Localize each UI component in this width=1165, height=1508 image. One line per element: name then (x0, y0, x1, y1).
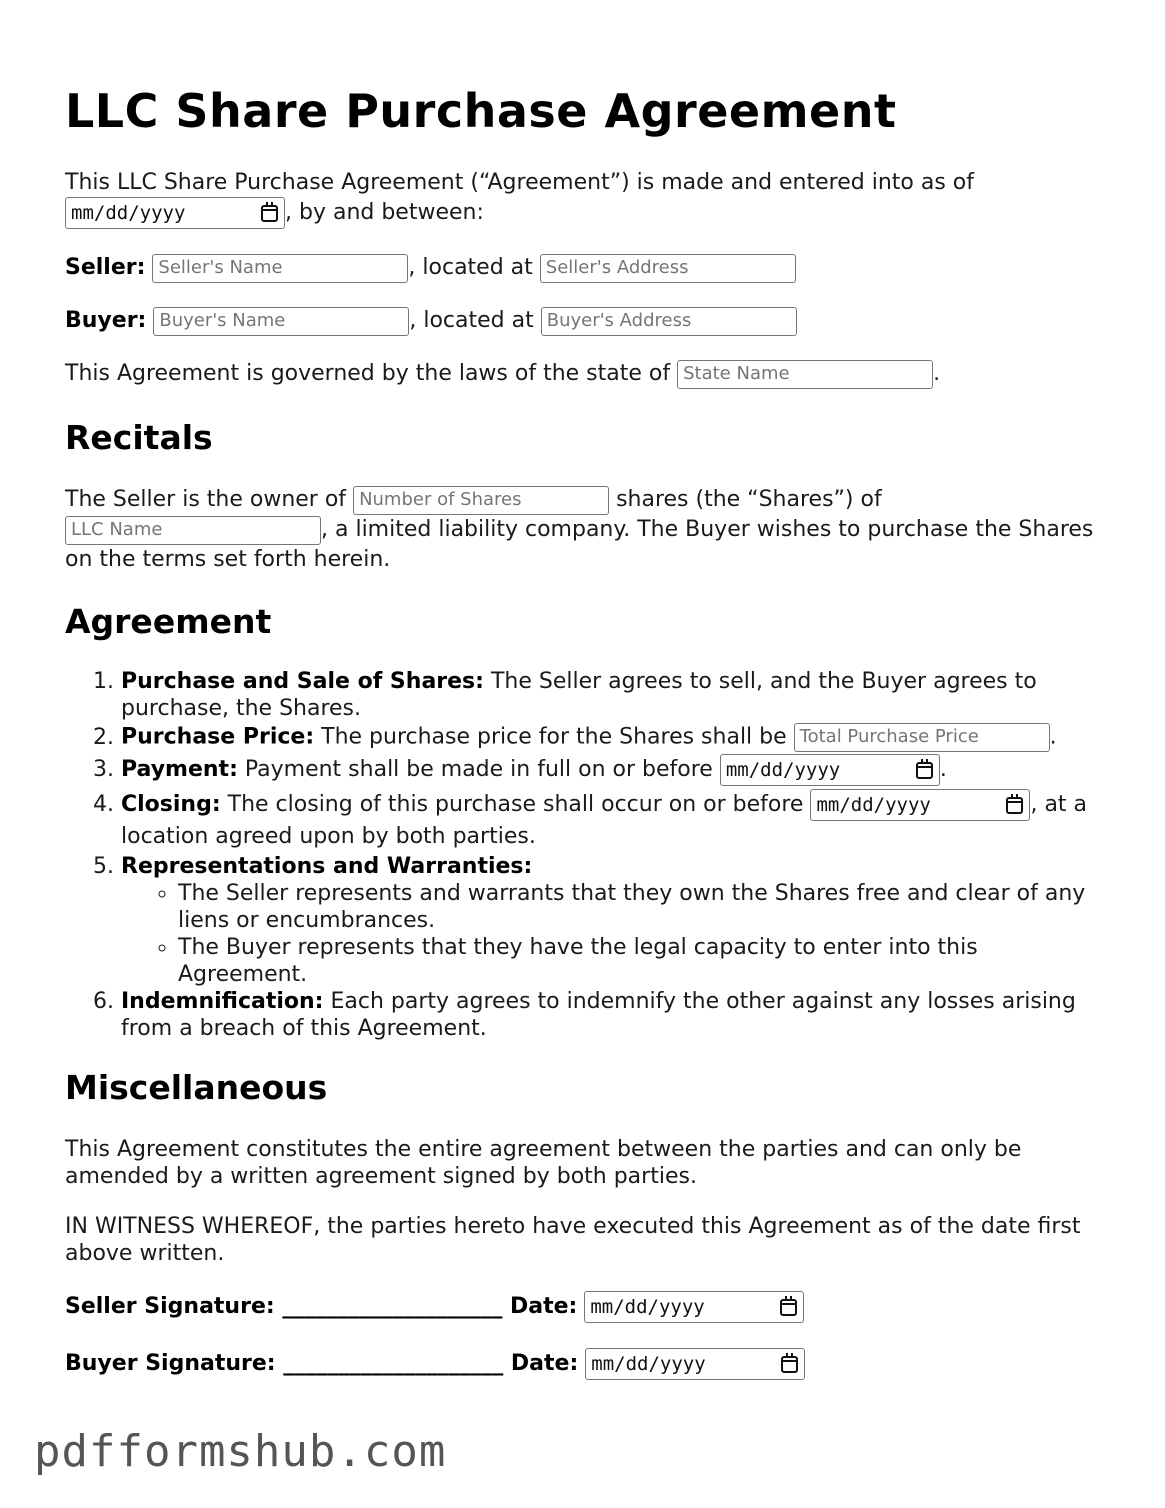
seller-label: Seller: (65, 255, 146, 280)
intro-text: This LLC Share Purchase Agreement (“Agreement”) is made and entered into as of (65, 170, 974, 195)
item4-label: Closing: (121, 792, 221, 817)
misc-paragraph-1: This Agreement constitutes the entire agreement between the parties and can only be amended by a written agreement signed by both parties. (65, 1137, 1022, 1189)
closing-date-input[interactable] (810, 789, 1030, 821)
footer-watermark: pdfformshub.com (34, 1426, 447, 1477)
list-item: ◦ The Buyer represents that they have the legal capacity to enter into this Agreement. (178, 934, 1105, 988)
item4-end: , at a location agreed upon by both parties. (121, 792, 1088, 849)
list-item-closing (121, 789, 1105, 853)
agreement-date-value: mm/dd/yyyy (71, 201, 186, 224)
calendar-icon[interactable] (1006, 797, 1023, 814)
list-item: ◦ The Seller represents and warrants that they own the Shares free and clear of any liens or encumbrances. (178, 880, 1105, 934)
number-of-shares-input[interactable]: Number of Shares (353, 486, 609, 515)
agreement-heading: Agreement (65, 602, 272, 641)
buyer-signature-label: Buyer Signature: ____________________ Date: (65, 1351, 579, 1376)
purchase-price-input[interactable]: Total Purchase Price (794, 723, 1050, 752)
item3-end: . (939, 757, 947, 782)
list-item-indemnification (121, 988, 1105, 1042)
item4-text: The closing of this purchase shall occur on or before (220, 792, 811, 817)
item6-label: Indemnification: (121, 989, 324, 1014)
list-item-representations (121, 853, 1105, 988)
recitals-text-1: The Seller is the owner of (65, 487, 347, 512)
governing-text: This Agreement is governed by the laws of the state of (65, 361, 671, 386)
calendar-icon[interactable] (781, 1356, 798, 1373)
calendar-icon[interactable] (261, 205, 278, 222)
list-item-purchase-price (121, 723, 1105, 752)
page-title: LLC Share Purchase Agreement (65, 84, 897, 138)
seller-signature-date-value: mm/dd/yyyy (590, 1295, 705, 1318)
seller-signature-date-input[interactable] (584, 1291, 804, 1323)
recitals-text-2: shares (the “Shares”) of (616, 487, 882, 512)
item5-label: Representations and Warranties: (121, 854, 533, 879)
governing-law-line (65, 359, 1105, 389)
closing-date-value: mm/dd/yyyy (816, 794, 931, 816)
seller-located-at: , located at (408, 255, 533, 280)
calendar-icon[interactable] (916, 762, 933, 779)
buyer-signature-line (65, 1348, 1105, 1380)
buyer-located-at: , located at (409, 308, 534, 333)
buyer-label: Buyer: (65, 308, 147, 333)
intro-paragraph (65, 168, 1105, 229)
item1-text: The Seller agrees to sell, and the Buyer agrees to purchase, the Shares. (121, 669, 1037, 721)
misc-paragraph-2: IN WITNESS WHEREOF, the parties hereto have executed this Agreement as of the date first above written. (65, 1214, 1081, 1266)
llc-name-input[interactable]: LLC Name (65, 516, 321, 545)
buyer-address-input[interactable]: Buyer's Address (541, 307, 797, 336)
item1-label: Purchase and Sale of Shares: (121, 669, 484, 694)
buyer-name-input[interactable]: Buyer's Name (153, 307, 409, 336)
seller-name-input[interactable]: Seller's Name (152, 254, 408, 283)
list-item-purchase-sale (121, 668, 1105, 722)
buyer-signature-date-input[interactable] (585, 1348, 805, 1380)
agreement-date-input[interactable] (65, 197, 285, 229)
seller-signature-line (65, 1291, 1105, 1323)
item3-label: Payment: (121, 757, 238, 782)
miscellaneous-heading: Miscellaneous (65, 1068, 328, 1107)
agreement-list (65, 668, 1105, 1042)
calendar-icon[interactable] (780, 1299, 797, 1316)
list-item-payment (121, 754, 1105, 786)
buyer-line (65, 306, 1105, 336)
seller-address-input[interactable]: Seller's Address (540, 254, 796, 283)
recitals-heading: Recitals (65, 418, 213, 457)
payment-date-value: mm/dd/yyyy (725, 758, 841, 781)
item6-text: Each party agrees to indemnify the other against any losses arising from a breach of this Agreement. (121, 989, 1076, 1041)
item2-end: . (1049, 724, 1057, 750)
recitals-text-3: , a limited liability company. The Buyer wishes to purchase the Shares on the terms set forth herein. (65, 517, 1094, 572)
governing-period: . (933, 361, 941, 386)
payment-date-input[interactable] (720, 754, 940, 786)
intro-text-after: , by and between: (285, 200, 484, 225)
item2-text: The purchase price for the Shares shall be (314, 724, 794, 750)
item3-text: Payment shall be made in full on or before (237, 757, 720, 782)
item2-label: Purchase Price: (121, 724, 315, 750)
seller-signature-label: Seller Signature: ____________________ Date: (65, 1294, 578, 1319)
seller-line (65, 253, 1105, 283)
state-name-input[interactable]: State Name (677, 360, 933, 389)
buyer-signature-date-value: mm/dd/yyyy (591, 1352, 706, 1375)
recitals-paragraph (65, 485, 1105, 575)
representations-sublist (121, 880, 1105, 988)
